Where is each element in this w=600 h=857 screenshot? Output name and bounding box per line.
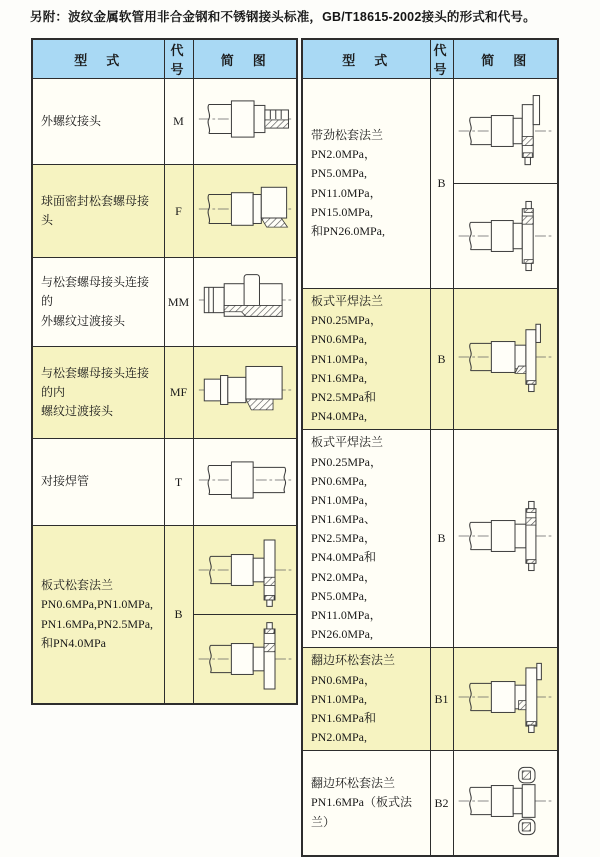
diagram-cell (193, 258, 297, 347)
diagram-subcell (454, 79, 558, 183)
fitting-type: 球面密封松套螺母接头 (32, 165, 164, 258)
fitting-type: 翻边环松套法兰 PN0.6MPa，PN1.0MPa, PN1.6MPa和PN2.0MPa, (302, 648, 430, 751)
table-row (32, 347, 297, 439)
diagram-cell (453, 289, 558, 430)
diagram-cell (453, 648, 558, 751)
plate-loose-flange-bolt-up-diagram (195, 619, 295, 699)
flared-ring-loose-flange-plate-type-diagram (455, 762, 555, 840)
table-row (302, 648, 558, 751)
fitting-type: 板式平焊法兰 PN0.25MPa，PN0.6MPa, PN1.0MPa，PN1.6MPa, PN2.5MPa和PN4.0MPa, (302, 289, 430, 430)
neck-loose-flange-tall-stud-diagram (455, 90, 555, 172)
table-row (302, 430, 558, 648)
fitting-code: T (164, 439, 193, 526)
fitting-code: B2 (430, 751, 453, 856)
header-row (32, 39, 297, 79)
fitting-code: MF (164, 347, 193, 439)
fitting-code: M (164, 79, 193, 165)
diagram-cell (193, 526, 297, 705)
page-title: 另附：波纹金属软管用非合金钢和不锈钢接头标准，GB/T18615-2002接头的形式和代号。 (30, 10, 536, 24)
diagram-cell (193, 165, 297, 258)
diagram-cell (453, 79, 558, 289)
column-header-code: 代号 (430, 39, 453, 79)
table-row (302, 289, 558, 430)
plate-weld-flange-diagram (455, 318, 555, 396)
male-thread-fitting-diagram (195, 81, 295, 157)
flared-ring-loose-flange-diagram (455, 658, 555, 736)
spherical-seal-loose-nut-fitting-diagram (195, 171, 295, 247)
table-row (32, 79, 297, 165)
female-thread-transition-fitting-diagram (195, 352, 295, 428)
table-row (32, 165, 297, 258)
fitting-table-right (301, 38, 559, 857)
fitting-type: 翻边环松套法兰 PN1.6MPa（板式法兰） (302, 751, 430, 856)
diagram-subcell (454, 183, 558, 288)
fitting-type: 带劲松套法兰 PN2.0MPa，PN5.0MPa, PN11.0MPa，PN15.0MPa, 和PN26.0MPa, (302, 79, 430, 289)
fitting-code: B1 (430, 648, 453, 751)
diagram-subcell (194, 614, 297, 703)
male-thread-transition-nipple-diagram (195, 262, 295, 338)
table-row (302, 79, 558, 289)
column-header-type: 型 式 (302, 39, 430, 79)
diagram-cell (193, 439, 297, 526)
plate-loose-flange-bolt-down-diagram (195, 530, 295, 610)
fitting-type: 与松套螺母接头连接的 外螺纹过渡接头 (32, 258, 164, 347)
fitting-code: MM (164, 258, 193, 347)
diagram-cell (453, 430, 558, 648)
fitting-code: B (430, 79, 453, 289)
fitting-tables (31, 38, 559, 857)
column-header-diagram: 简 图 (453, 39, 558, 79)
fitting-type: 外螺纹接头 (32, 79, 164, 165)
neck-loose-flange-studs-diagram (455, 195, 555, 277)
diagram-cell (193, 79, 297, 165)
fitting-code: B (430, 289, 453, 430)
fitting-type: 板式松套法兰 PN0.6MPa,PN1.0MPa, PN1.6MPa,PN2.5MPa, 和PN4.0MPa (32, 526, 164, 705)
column-header-type: 型 式 (32, 39, 164, 79)
header-row (302, 39, 558, 79)
fitting-table-left (31, 38, 298, 705)
table-row (32, 439, 297, 526)
table-row (302, 751, 558, 856)
diagram-cell (193, 347, 297, 439)
column-header-code: 代号 (164, 39, 193, 79)
butt-weld-pipe-diagram (195, 442, 295, 518)
table-row (32, 258, 297, 347)
fitting-code: F (164, 165, 193, 258)
diagram-cell (453, 751, 558, 856)
plate-weld-flange-studs-diagram (455, 497, 555, 575)
table-row (32, 526, 297, 705)
fitting-type: 板式平焊法兰 PN0.25MPa，PN0.6MPa, PN1.0MPa，PN1.6MPa、 PN2.5MPa，PN4.0MPa和 PN2.0MPa，PN5.0MPa, PN11.0MPa，PN26.0MPa, (302, 430, 430, 648)
fitting-code: B (430, 430, 453, 648)
fitting-code: B (164, 526, 193, 705)
fitting-type: 对接焊管 (32, 439, 164, 526)
fitting-type: 与松套螺母接头连接的内 螺纹过渡接头 (32, 347, 164, 439)
column-header-diagram: 简 图 (193, 39, 297, 79)
diagram-subcell (194, 526, 297, 614)
